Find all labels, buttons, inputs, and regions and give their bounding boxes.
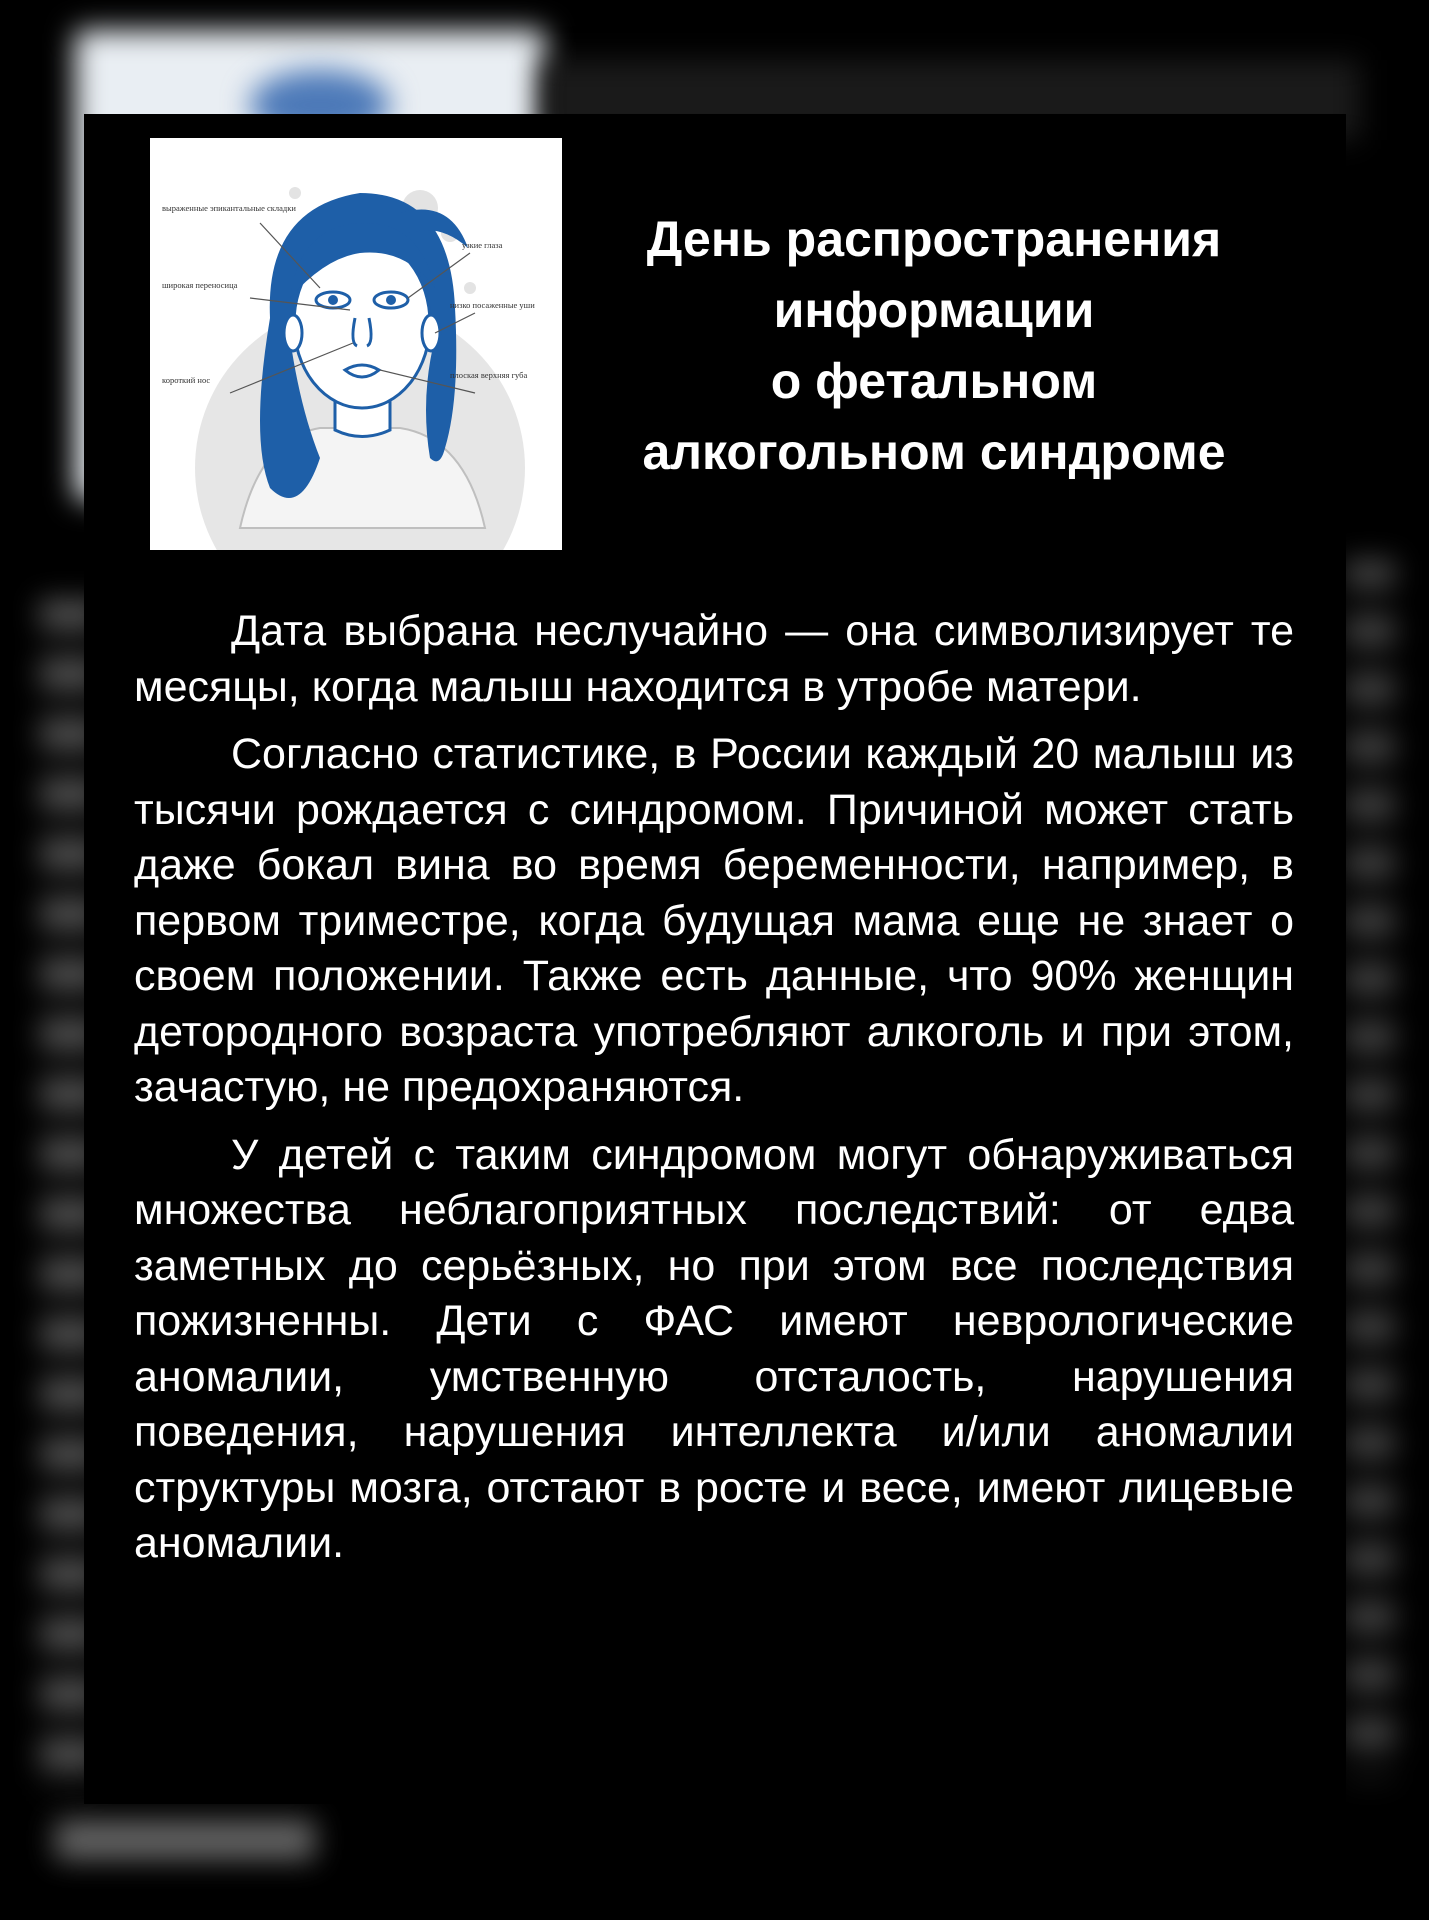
fas-face-illustration: [150, 138, 562, 550]
label-flat-lip: плоская верхняя губа: [450, 370, 528, 380]
title-line: информации: [773, 282, 1095, 338]
paragraph-date: Дата выбрана неслучайно — она символизирует те месяцы, когда малыш находится в утробе матери.: [134, 607, 1294, 711]
label-narrow-eyes: узкие глаза: [462, 240, 503, 250]
paragraph-consequences: У детей с таким синдромом могут обнаруживаться множества неблагоприятных последствий: от едва заметных до серьёзных, но при этом все последствия пожизненны. Дети с ФАС имеют неврологические аномалии, умственную отсталость, нарушения поведения, нарушения интеллекта и/или аномалии структуры мозга, отстают в росте и весе, имеют лицевые аномалии.: [134, 1130, 1294, 1567]
post-body: [134, 604, 1294, 1584]
label-short-nose: короткий нос: [162, 375, 211, 385]
label-epicanthal-folds: выраженные эпикантальные складки: [162, 203, 296, 213]
face-diagram: [150, 138, 562, 550]
title-line: День распространения: [646, 211, 1222, 267]
post-title: [584, 204, 1284, 488]
background-blur-text: [1345, 560, 1395, 1780]
label-low-ears: низко посаженные уши: [450, 300, 535, 310]
post-card: [84, 114, 1346, 1804]
title-line: о фетальном: [770, 353, 1098, 409]
label-wide-bridge: широкая переносица: [162, 280, 238, 290]
title-line: алкогольном синдроме: [642, 424, 1226, 480]
background-blur-bar: [55, 1820, 315, 1860]
paragraph-statistics: Согласно статистике, в России каждый 20 малыш из тысячи рождается с синдромом. Причиной может стать даже бокал вина во время беременности, например, в первом триместре, когда будущая мама еще не знает о своем положении. Также есть данные, что 90% женщин детородного возраста употребляют алкоголь и при этом, зачастую, не предохраняются.: [134, 730, 1294, 1111]
